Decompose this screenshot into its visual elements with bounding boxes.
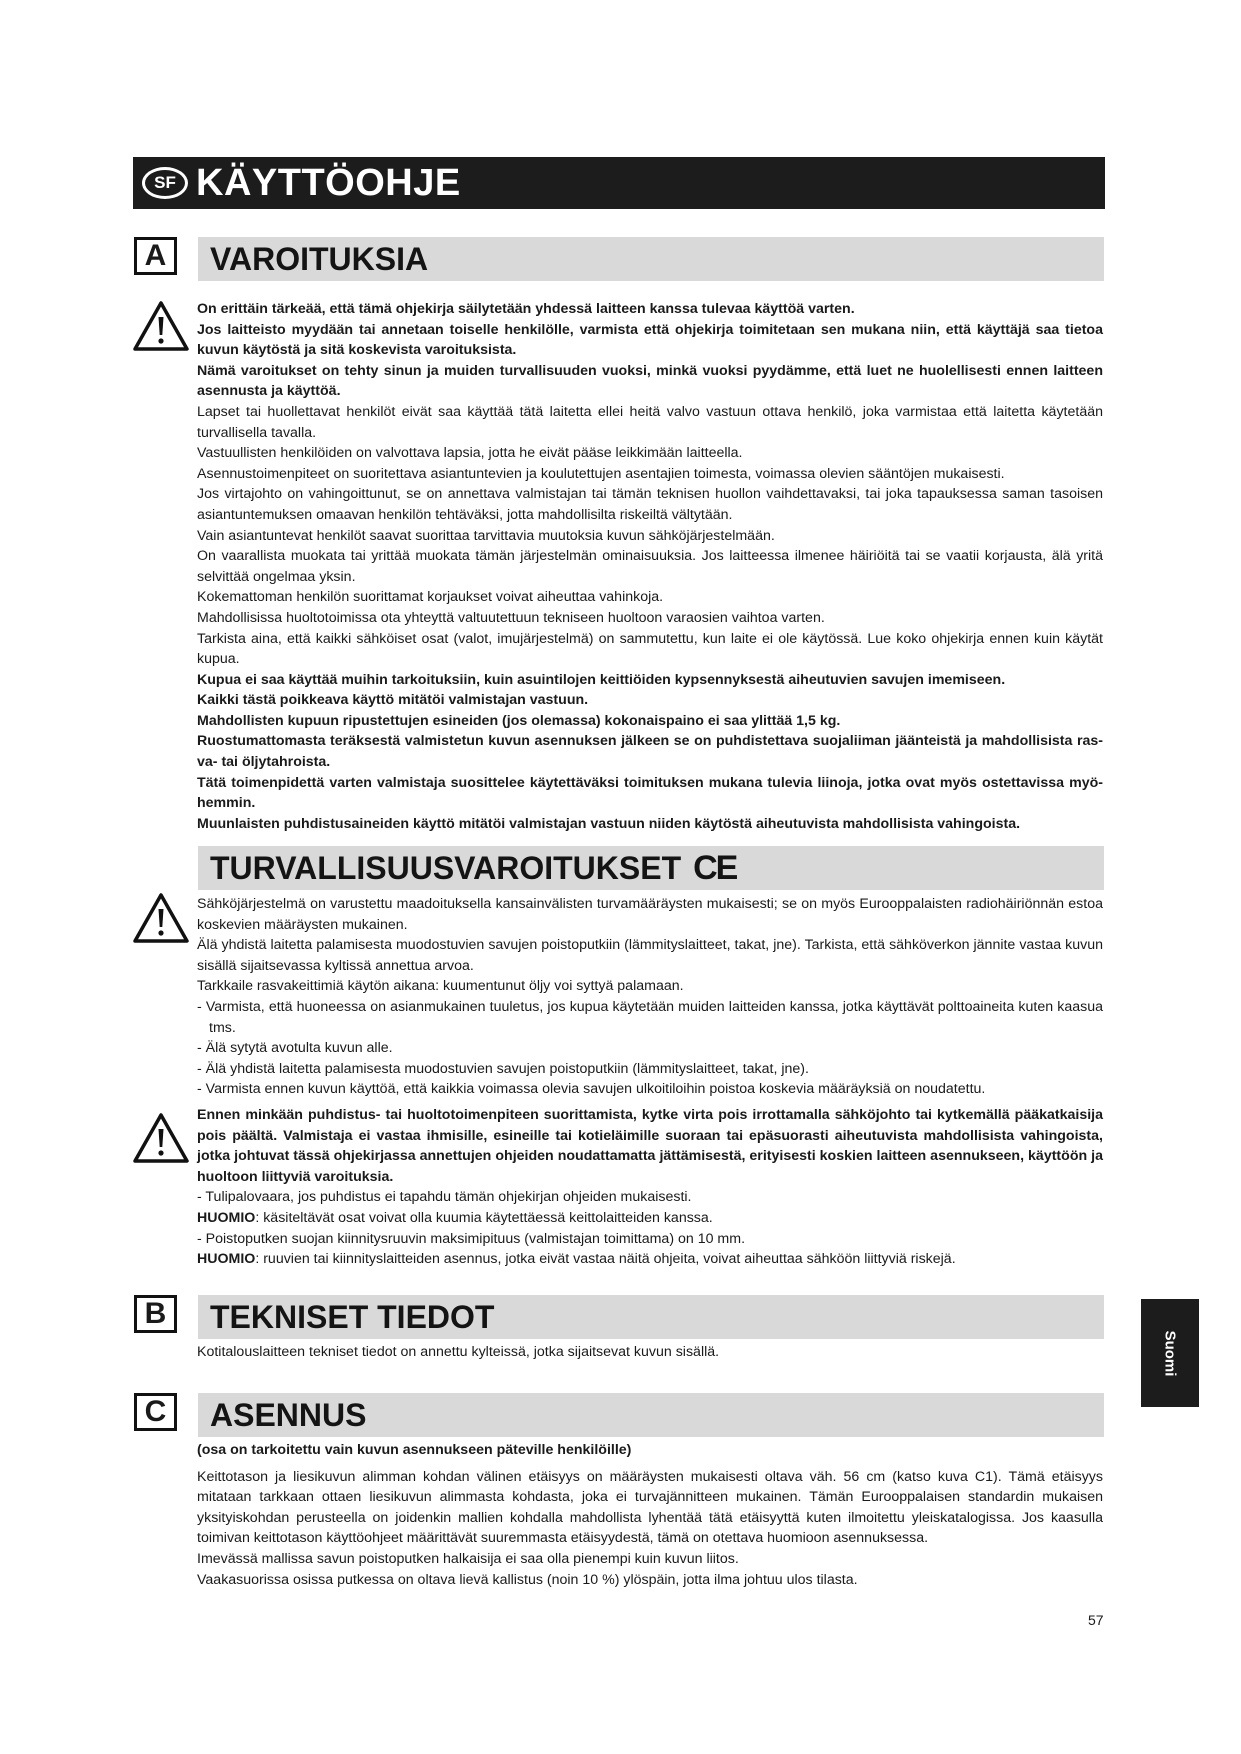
note-text: : käsiteltävät osat voivat olla kuumia käytettäessä keittolaitteiden kanssa.	[255, 1209, 713, 1226]
paragraph: Mahdollisissa huoltotoimissa ota yhteyttä valtuutettuun tekniseen huoltoon varaosien vaihtoa varten.	[197, 609, 825, 626]
list-item: - Poistoputken suojan kiinnitysruuvin maksimipituus (valmistajan toimittama) on 10 mm.	[197, 1230, 746, 1247]
paragraph: Kaikki tästä poikkeava käyttö mitätöi valmistajan vastuun.	[197, 692, 589, 709]
page-title: KÄYTTÖOHJE	[196, 161, 461, 204]
language-badge: SF	[142, 167, 188, 199]
section-a-text	[197, 299, 1103, 834]
section-a-letter: A	[134, 237, 177, 275]
list-item: - Tulipalovaara, jos puhdistus ei tapahdu tämän ohjekirjan ohjeiden mukaisesti.	[197, 1189, 692, 1206]
note	[197, 1249, 1103, 1270]
subtitle: (osa on tarkoitettu vain kuvun asennukseen päteville henkilöille)	[197, 1442, 632, 1458]
paragraph: Vain asiantuntevat henkilöt saavat suorittaa tarvittavia muutoksia kuvun sähköjärjestelmään.	[197, 527, 775, 544]
safety-heading	[198, 846, 1104, 890]
page-number: 57	[1088, 1612, 1104, 1628]
safety-text-1	[197, 894, 1103, 1100]
paragraph: Älä yhdistä laitetta palamisesta muodostuvien savujen poistoputkiin (lämmityslaitteet, takat, jne). Tarkista, että sähköverkon jännite vastaa kuvun sisällä sijaitsevassa kyltissä annettua arvoa.	[197, 937, 1103, 974]
paragraph: Muunlaisten puhdistusaineiden käyttö mitätöi valmistajan vastuun niiden käytöstä aiheutuvista mahdollisista vahingoista.	[197, 815, 1021, 832]
paragraph: Jos laitteisto myydään tai annetaan toiselle henkilölle, varmista että ohjekirja toimitetaan sen mukana niin, että käyttäjä saa tietoa kuvun käytöstä ja sitä koskevista varoituksista.	[197, 321, 1103, 359]
paragraph: Kokemattoman henkilön suorittamat korjaukset voivat aiheuttaa vahinkoja.	[197, 589, 664, 606]
note-text: : ruuvien tai kiinnityslaitteiden asennus, jotka eivät vastaa näitä ohjeita, voivat aiheuttaa sähköön liittyviä riskejä.	[255, 1251, 956, 1268]
warning-icon	[132, 300, 190, 352]
title-bar	[133, 157, 1105, 209]
paragraph: Tarkkaile rasvakeittimiä käytön aikana: kuumentunut öljy voi syttyä palamaan.	[197, 978, 684, 995]
paragraph: On vaarallista muokata tai yrittää muokata tämän järjestelmän ominaisuuksia. Jos laitteessa ilmenee häiriöitä tai se vaatii korjausta, älä yritä selvittää ongelmaa yksin.	[197, 548, 1103, 585]
paragraph: Ruostumattomasta teräksestä valmistetun kuvun asennuksen jälkeen se on puhdistettava suojaliiman jäänteistä ja mahdollisista ras- va- tai öljytahroista.	[197, 733, 1103, 771]
paragraph: Nämä varoitukset on tehty sinun ja muiden turvallisuuden vuoksi, minkä vuoksi pyydämme, että luet ne huolellisesti ennen laitteen asennusta ja käyttöä.	[197, 362, 1103, 400]
section-a-heading: VAROITUKSIA	[198, 237, 1104, 281]
warning-icon	[132, 1112, 190, 1164]
note-label: HUOMIO	[197, 1209, 256, 1226]
list-item: - Varmista ennen kuvun käyttöä, että kaikkia voimassa olevia savujen ulkoitiloihin poistoa koskevia määräyksiä on noudatettu.	[197, 1081, 986, 1098]
note-label: HUOMIO	[197, 1251, 256, 1268]
language-side-tab	[1141, 1299, 1199, 1407]
paragraph: Vastuullisten henkilöiden on valvottava lapsia, jotta he eivät pääse leikkimään laitteella.	[197, 445, 743, 462]
list-item: - Älä yhdistä laitetta palamisesta muodostuvien savujen poistoputkiin (lämmityslaitteet, takat, jne).	[197, 1060, 809, 1077]
paragraph: Sähköjärjestelmä on varustettu maadoituksella kansainvälisten turvamääräysten mukaisesti; se on myös Eurooppalaisten radiohäiriönnän estoa koskevien määräysten mukainen.	[197, 896, 1103, 933]
side-tab-label: Suomi	[1161, 1330, 1179, 1376]
paragraph: Kotitalouslaitteen tekniset tiedot on annettu kylteissä, jotka sijaitsevat kuvun sisällä.	[197, 1344, 720, 1360]
paragraph: Ennen minkään puhdistus- tai huoltotoimenpiteen suorittamista, kytke virta pois irrottamalla sähköjohto tai kytkemällä pääkatkaisija pois päältä. Valmistaja ei vastaa ihmisille, esineille tai kotieläimille suoraan tai epäsuorasti aiheutuvista mahdollisista vahingoista, jotka johtuvat tässä ohjekirjassa annettujen ohjeiden noudattamatta jättämisestä, erityisesti koskien laitteen asennukseen, käyttöön ja huoltoon liittyviä varoituksia.	[197, 1107, 1103, 1185]
safety-heading-text: TURVALLISUUSVAROITUKSET	[210, 849, 682, 886]
section-b-heading: TEKNISET TIEDOT	[198, 1295, 1104, 1339]
paragraph: Keittotason ja liesikuvun alimman kohdan välinen etäisyys on määräysten mukaisesti oltava väh. 56 cm (katso kuva C1). Tämä etäisyys mitataan tarkkaan ottaen liesikuvun alimmasta kohdasta, joka ei turvajännitteen mukainen. Tämän Eurooppalaisen standardin mukaisen yksityiskohdan perusteella on joidenkin mallien kohdalla mahdollista lyhentää tätä etäisyyttä kuten ilmoitettu yleiskatalogissa. Jos kaasulla toimivan keittotason käyttöohjeet määrittävät suuremmasta etäisyydestä, tämä on otettava huomioon asennuksessa.	[197, 1468, 1103, 1547]
list-item: - Varmista, että huoneessa on asianmukainen tuuletus, jos kupua käytetään muiden laitteiden kanssa, jotka käyttävät polttoaineita kuten kaasua tms.	[197, 998, 1103, 1036]
section-c-letter: C	[134, 1393, 177, 1431]
section-b-text	[197, 1342, 1103, 1363]
list-item: - Älä sytytä avotulta kuvun alle.	[197, 1040, 393, 1057]
warning-icon	[132, 892, 190, 944]
note	[197, 1208, 1103, 1229]
section-c-text	[197, 1440, 1103, 1590]
ce-mark: CE	[693, 848, 737, 887]
section-b-letter: B	[134, 1295, 177, 1333]
paragraph: Mahdollisten kupuun ripustettujen esineiden (jos olemassa) kokonaispaino ei saa ylittää 1,5 kg.	[197, 712, 841, 729]
paragraph: Lapset tai huollettavat henkilöt eivät saa käyttää tätä laitetta ellei heitä valvo vastuun ottava henkilö, joka varmistaa että laitetta käytetään turvallisella tavalla.	[197, 403, 1103, 441]
paragraph: Tätä toimenpidettä varten valmistaja suosittelee käytettäväksi toimituksen mukana tulevia liinoja, jotka ovat myös ostettavissa myö- hemmin.	[197, 774, 1103, 812]
paragraph: Tarkista aina, että kaikki sähköiset osat (valot, imujärjestelmä) on sammutettu, kun laite ei ole käytössä. Lue koko ohjekirja ennen kuin käytät kupua.	[197, 630, 1103, 668]
safety-text-2	[197, 1105, 1103, 1270]
paragraph: Imevässä mallissa savun poistoputken halkaisija ei saa olla pienempi kuin kuvun liitos.	[197, 1550, 739, 1567]
paragraph: Asennustoimenpiteet on suoritettava asiantuntevien ja koulutettujen asentajien toimesta, voimassa olevien sääntöjen mukaisesti.	[197, 465, 1005, 482]
paragraph: On erittäin tärkeää, että tämä ohjekirja säilytetään yhdessä laitteen kanssa tulevaa käyttöä varten.	[197, 301, 855, 317]
section-c-heading: ASENNUS	[198, 1393, 1104, 1437]
paragraph: Jos virtajohto on vahingoittunut, se on annettava valmistajan tai tämän teknisen huollon vaihdettavaksi, tai joka tapauksessa saman tasoisen asiantuntemuksen omaavan henkilön tehtäväksi, jotta mahdollisilta riskeiltä vältytään.	[197, 486, 1103, 523]
paragraph: Kupua ei saa käyttää muihin tarkoituksiin, kuin asuintilojen keittiöiden kypsennyksestä aiheutuvien savujen imemiseen.	[197, 671, 1006, 688]
paragraph: Vaakasuorissa osissa putkessa on oltava lievä kallistus (noin 10 %) ylöspäin, jotta ilma johtuu ulos tilasta.	[197, 1571, 858, 1588]
